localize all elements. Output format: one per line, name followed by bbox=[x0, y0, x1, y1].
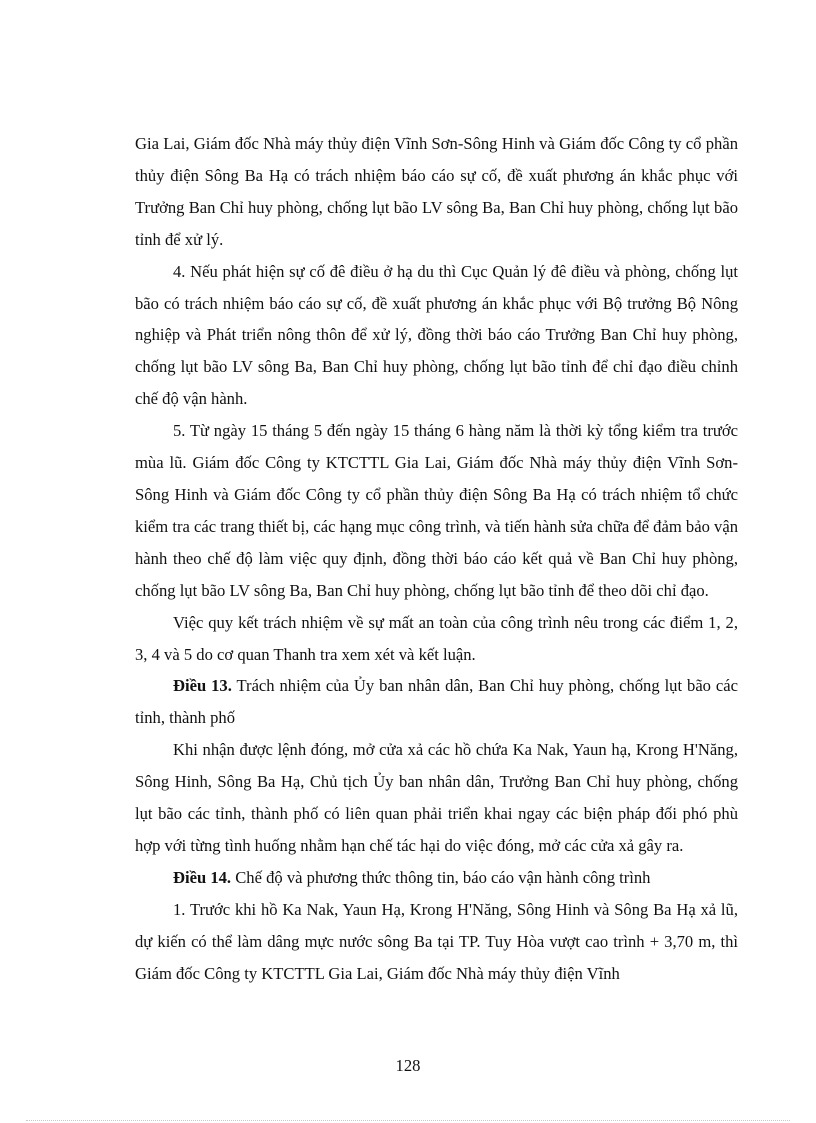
paragraph-point-5 bbox=[135, 415, 738, 606]
article-14-point-1 bbox=[135, 894, 738, 990]
article-14-heading bbox=[135, 862, 738, 894]
page-number: 128 bbox=[395, 1056, 421, 1075]
article-13-title: Trách nhiệm của Ủy ban nhân dân, Ban Chỉ huy phòng, chống lụt bão các tỉnh, thành phố bbox=[135, 676, 738, 728]
paragraph-point-5-text: 5. Từ ngày 15 tháng 5 đến ngày 15 tháng 6 hàng năm là thời kỳ tổng kiểm tra trước mùa lũ. Giám đốc Công ty KTCTTL Gia Lai, Giám đốc Nhà máy thủy điện Vĩnh Sơn-Sông Hinh và Giám đốc Công ty cổ phần thủy điện Sông Ba Hạ có trách nhiệm tổ chức kiểm tra các trang thiết bị, các hạng mục công trình, và tiến hành sửa chữa để đảm bảo vận hành theo chế độ làm việc quy định, đồng thời báo cáo kết quả về Ban Chỉ huy phòng, chống lụt bão LV sông Ba, Ban Chỉ huy phòng, chống lụt bão tỉnh để theo dõi chỉ đạo. bbox=[135, 421, 738, 600]
article-13-body-text: Khi nhận được lệnh đóng, mở cửa xả các hồ chứa Ka Nak, Yaun hạ, Krong H'Năng, Sông Hinh, Sông Ba Hạ, Chủ tịch Ủy ban nhân dân, Trưởng Ban Chỉ huy phòng, chống lụt bão các tỉnh, thành phố có liên quan phải triển khai ngay các biện pháp đối phó phù hợp với từng tình huống nhằm hạn chế tác hại do việc đóng, mở các cửa xả gây ra. bbox=[135, 740, 738, 855]
document-body bbox=[135, 128, 738, 989]
page-bottom-divider bbox=[26, 1120, 790, 1121]
paragraph-1-text: Gia Lai, Giám đốc Nhà máy thủy điện Vĩnh Sơn-Sông Hinh và Giám đốc Công ty cổ phần thủy điện Sông Ba Hạ có trách nhiệm báo cáo sự cố, đề xuất phương án khắc phục với Trưởng Ban Chỉ huy phòng, chống lụt bão LV sông Ba, Ban Chỉ huy phòng, chống lụt bão tỉnh để xử lý. bbox=[135, 134, 738, 249]
article-14-point-1-text: 1. Trước khi hồ Ka Nak, Yaun Hạ, Krong H'Năng, Sông Hinh và Sông Ba Hạ xả lũ, dự kiến có thể làm dâng mực nước sông Ba tại TP. Tuy Hòa vượt cao trình + 3,70 m, thì Giám đốc Công ty KTCTTL Gia Lai, Giám đốc Nhà máy thủy điện Vĩnh bbox=[135, 899, 738, 983]
article-13-body bbox=[135, 734, 738, 862]
article-13-label: Điều 13. bbox=[173, 676, 232, 696]
article-14-title: Chế độ và phương thức thông tin, báo cáo vận hành công trình bbox=[231, 867, 651, 887]
article-13-heading bbox=[135, 670, 738, 734]
paragraph-responsibility-text: Việc quy kết trách nhiệm về sự mất an toàn của công trình nêu trong các điểm 1, 2, 3, 4 và 5 do cơ quan Thanh tra xem xét và kết luận. bbox=[135, 612, 738, 664]
paragraph-1 bbox=[135, 128, 738, 256]
paragraph-responsibility bbox=[135, 607, 738, 671]
paragraph-point-4 bbox=[135, 256, 738, 416]
paragraph-point-4-text: 4. Nếu phát hiện sự cố đê điều ở hạ du thì Cục Quản lý đê điều và phòng, chống lụt bão có trách nhiệm báo cáo sự cố, đề xuất phương án khắc phục với Bộ trưởng Bộ Nông nghiệp và Phát triển nông thôn để xử lý, đồng thời báo cáo Trưởng Ban Chỉ huy phòng, chống lụt bão LV sông Ba, Ban Chỉ huy phòng, chống lụt bão tỉnh để chỉ đạo điều chỉnh chế độ vận hành. bbox=[135, 261, 738, 409]
article-14-label: Điều 14. bbox=[173, 867, 232, 887]
